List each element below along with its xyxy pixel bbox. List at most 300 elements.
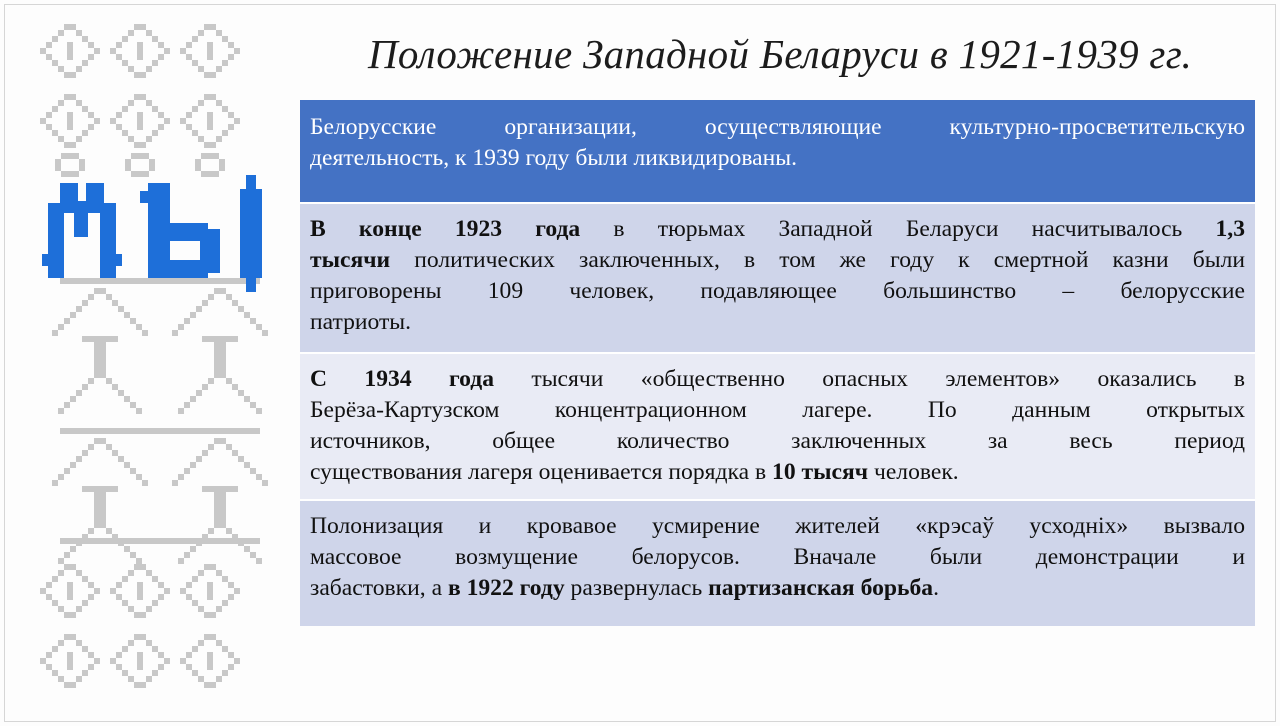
ornament-cell	[146, 66, 152, 72]
emphasis: 1,3	[1215, 216, 1245, 242]
ornament-cell	[234, 658, 240, 664]
ornament-cell	[216, 606, 222, 612]
ornament-cell	[220, 288, 226, 294]
ornament-cell	[82, 36, 88, 42]
ornament-cell	[216, 100, 222, 106]
ornament-cell	[190, 312, 196, 318]
ornament-cell	[70, 72, 76, 78]
ornament-cell	[222, 576, 228, 582]
ornament-cell	[58, 676, 64, 682]
ornament-cell	[46, 594, 52, 600]
ornament-cell	[124, 462, 130, 468]
ornament-cell	[216, 570, 222, 576]
ornament-cell	[67, 652, 73, 658]
ornament-cell	[130, 552, 136, 558]
ornament-cell	[58, 408, 64, 414]
ornament-cell	[140, 24, 146, 30]
ornament-cell	[208, 378, 214, 384]
ornament-cell	[70, 634, 76, 640]
ornament-cell	[146, 640, 152, 646]
ornament-cell	[46, 582, 52, 588]
ornament-cell	[82, 130, 88, 136]
ornament-cell	[232, 300, 238, 306]
ornament-cell	[52, 60, 58, 66]
ornament-cell	[52, 330, 58, 336]
ornament-cell	[88, 444, 94, 450]
ornament-cell	[210, 634, 216, 640]
text-line: Полонизация и кровавое усмирение жителей «крэсаў усходнiх» вызвало	[310, 513, 1245, 539]
ornament-cell	[76, 136, 82, 142]
ornament-cell	[70, 396, 76, 402]
text: в тюрьмах Западной Беларуси насчитывалось	[580, 216, 1216, 242]
ornament-cell	[137, 588, 143, 594]
ornament-cell	[232, 384, 238, 390]
ornament-cell	[222, 60, 228, 66]
ornament-cell	[216, 676, 222, 682]
ornament-cell	[137, 652, 143, 658]
table-row	[300, 499, 1255, 626]
ornament-cell	[82, 646, 88, 652]
ornament-cell	[60, 538, 260, 544]
ornament-cell	[140, 564, 146, 570]
ornament-cell	[208, 528, 214, 534]
ornament-cell	[76, 456, 82, 462]
ornament-cell	[140, 612, 146, 618]
ornament-cell	[82, 600, 88, 606]
ornament-cell	[202, 450, 208, 456]
ornament-cell	[64, 564, 70, 570]
ornament-cell	[40, 48, 46, 54]
ornament-cell	[58, 136, 64, 142]
text: человек.	[868, 459, 959, 485]
ornament-cell	[128, 606, 134, 612]
ornament-cell	[216, 136, 222, 142]
ornament-cell	[94, 342, 106, 378]
ornament-cell	[82, 106, 88, 112]
text-line: приговорены 109 человек, подавляющее большинство – белорусские	[310, 278, 1245, 304]
ornament-pattern	[40, 8, 280, 720]
ornament-cell	[219, 159, 225, 171]
ornament-cell	[131, 171, 149, 177]
ornament-cell	[207, 42, 213, 48]
ornament-cell	[186, 582, 192, 588]
ornament-cell	[207, 54, 213, 60]
ornament-cell	[184, 402, 190, 408]
ornament-letter	[42, 254, 54, 266]
ornament-cell	[256, 558, 262, 564]
ornament-cell	[244, 312, 250, 318]
ornament-cell	[204, 612, 210, 618]
ornament-cell	[137, 54, 143, 60]
ornament-cell	[186, 652, 192, 658]
ornament-cell	[64, 682, 70, 688]
ornament-cell	[67, 48, 73, 54]
ornament-cell	[137, 124, 143, 130]
text: политических заключенных, в том же году к смертной казни были	[390, 247, 1245, 273]
ornament-cell	[152, 60, 158, 66]
ornament-cell	[94, 438, 100, 444]
ornament-cell	[216, 640, 222, 646]
ornament-cell	[196, 456, 202, 462]
ornament-cell	[40, 118, 46, 124]
ornament-cell	[204, 142, 210, 148]
ornament-cell	[60, 278, 260, 284]
ornament-cell	[232, 450, 238, 456]
ornament-cell	[214, 288, 220, 294]
ornament-cell	[192, 670, 198, 676]
ornament-cell	[190, 546, 196, 552]
ornament-cell	[52, 106, 58, 112]
ornament-cell	[70, 142, 76, 148]
ornament-letter	[110, 254, 122, 266]
ornament-cell	[122, 106, 128, 112]
ornament-cell	[58, 640, 64, 646]
ornament-cell	[158, 594, 164, 600]
ornament-letter	[100, 203, 116, 278]
ornament-cell	[146, 676, 152, 682]
ornament-cell	[124, 312, 130, 318]
ornament-cell	[256, 324, 262, 330]
ornament-cell	[196, 306, 202, 312]
ornament-cell	[195, 159, 201, 171]
ornament-cell	[64, 552, 70, 558]
ornament-cell	[58, 30, 64, 36]
ornament-cell	[198, 606, 204, 612]
ornament-cell	[67, 54, 73, 60]
ornament-cell	[136, 558, 142, 564]
ornament-cell	[152, 106, 158, 112]
ornament-cell	[40, 658, 46, 664]
text-line: деятельность, к 1939 году были ликвидированы.	[310, 145, 798, 171]
ornament-cell	[186, 42, 192, 48]
ornament-cell	[118, 306, 124, 312]
ornament-cell	[128, 676, 134, 682]
ornament-cell	[70, 462, 76, 468]
ornament-cell	[110, 588, 116, 594]
ornament-cell	[61, 153, 79, 159]
ornament-cell	[76, 66, 82, 72]
ornament-cell	[46, 54, 52, 60]
emphasis: тысячи	[310, 247, 391, 273]
ornament-cell	[61, 171, 79, 177]
ornament-cell	[202, 336, 238, 342]
ornament-cell	[202, 384, 208, 390]
ornament-cell	[82, 300, 88, 306]
ornament-cell	[88, 124, 94, 130]
ornament-cell	[46, 652, 52, 658]
ornament-cell	[222, 106, 228, 112]
text: забастовки, а	[310, 575, 448, 601]
ornament-cell	[140, 634, 146, 640]
ornament-cell	[122, 670, 128, 676]
ornament-cell	[214, 492, 226, 528]
ornament-cell	[64, 612, 70, 618]
ornament-cell	[137, 112, 143, 118]
ornament-cell	[106, 528, 112, 534]
ornament-cell	[82, 384, 88, 390]
ornament-cell	[116, 112, 122, 118]
ornament-cell	[207, 658, 213, 664]
ornament-cell	[100, 288, 106, 294]
ornament-cell	[196, 390, 202, 396]
ornament-cell	[204, 72, 210, 78]
ornament-cell	[207, 652, 213, 658]
ornament-cell	[228, 124, 234, 130]
ornament-cell	[137, 594, 143, 600]
ornament-cell	[122, 60, 128, 66]
ornament-cell	[122, 130, 128, 136]
ornament-cell	[94, 118, 100, 124]
ornament-cell	[184, 318, 190, 324]
ornament-cell	[214, 342, 226, 378]
ornament-cell	[186, 112, 192, 118]
ornament-cell	[172, 330, 178, 336]
ornament-cell	[110, 658, 116, 664]
ornament-cell	[124, 396, 130, 402]
ornament-cell	[82, 486, 118, 492]
ornament-cell	[149, 159, 155, 171]
ornament-cell	[137, 42, 143, 48]
emphasis: в 1922 году	[447, 575, 565, 601]
ornament-cell	[204, 682, 210, 688]
ornament-cell	[244, 462, 250, 468]
ornament-cell	[146, 136, 152, 142]
ornament-cell	[208, 444, 214, 450]
ornament-cell	[82, 450, 88, 456]
ornament-cell	[198, 570, 204, 576]
ornament-cell	[134, 564, 140, 570]
ornament-cell	[152, 576, 158, 582]
ornament-cell	[112, 450, 118, 456]
ornament-cell	[204, 564, 210, 570]
ornament-cell	[186, 124, 192, 130]
ornament-cell	[238, 456, 244, 462]
ornament-cell	[190, 396, 196, 402]
ornament-cell	[58, 474, 64, 480]
ornament-cell	[198, 640, 204, 646]
ornament-cell	[180, 48, 186, 54]
ornament-cell	[204, 24, 210, 30]
emphasis: партизанская борьба	[708, 575, 934, 601]
ornament-cell	[146, 100, 152, 106]
ornament-cell	[192, 646, 198, 652]
ornament-cell	[158, 112, 164, 118]
ornament-cell	[106, 444, 112, 450]
ornament-cell	[116, 652, 122, 658]
ornament-cell	[82, 670, 88, 676]
ornament-cell	[122, 576, 128, 582]
ornament-cell	[180, 588, 186, 594]
ornament-cell	[158, 582, 164, 588]
ornament-cell	[256, 408, 262, 414]
ornament-cell	[137, 658, 143, 664]
ornament-cell	[128, 640, 134, 646]
ornament-cell	[210, 72, 216, 78]
ornament-cell	[76, 606, 82, 612]
ornament-cell	[228, 112, 234, 118]
ornament-cell	[55, 159, 61, 171]
ornament-cell	[58, 558, 64, 564]
ornament-cell	[234, 588, 240, 594]
ornament-cell	[134, 72, 140, 78]
ornament-cell	[128, 100, 134, 106]
text: .	[933, 575, 939, 601]
ornament-cell	[67, 664, 73, 670]
ornament-cell	[134, 634, 140, 640]
ornament-cell	[158, 664, 164, 670]
ornament-cell	[70, 312, 76, 318]
ornament-cell	[142, 330, 148, 336]
emphasis: 10 тысяч	[772, 459, 869, 485]
ornament-cell	[134, 612, 140, 618]
text: тысячи «общественно опасных элементов» оказались в	[494, 366, 1245, 392]
ornament-cell	[198, 100, 204, 106]
ornament-cell	[140, 682, 146, 688]
ornament-cell	[116, 664, 122, 670]
ornament-cell	[82, 336, 118, 342]
ornament-cell	[201, 171, 219, 177]
ornament-cell	[116, 124, 122, 130]
text-line	[310, 573, 1245, 604]
ornament-cell	[178, 474, 184, 480]
ornament-letter	[74, 201, 88, 237]
ornament-cell	[250, 468, 256, 474]
ornament-cell	[76, 390, 82, 396]
ornament-cell	[64, 468, 70, 474]
ornament-cell	[88, 294, 94, 300]
ornament-cell	[67, 658, 73, 664]
ornament-cell	[178, 558, 184, 564]
ornament-cell	[124, 546, 130, 552]
ornament-cell	[226, 444, 232, 450]
ornament-cell	[134, 94, 140, 100]
ornament-cell	[52, 670, 58, 676]
ornament-cell	[186, 594, 192, 600]
ornament-cell	[106, 378, 112, 384]
ornament-cell	[79, 159, 85, 171]
ornament-cell	[134, 24, 140, 30]
ornament-letter	[240, 189, 262, 278]
content-table	[300, 100, 1255, 626]
ornament-cell	[128, 570, 134, 576]
ornament-cell	[226, 528, 232, 534]
ornament-cell	[228, 652, 234, 658]
ornament-cell	[67, 118, 73, 124]
ornament-cell	[58, 100, 64, 106]
ornament-cell	[152, 670, 158, 676]
ornament-cell	[110, 48, 116, 54]
table-row-header	[300, 100, 1255, 202]
ornament-cell	[210, 564, 216, 570]
emphasis: С 1934 года	[310, 366, 494, 392]
ornament-cell	[122, 36, 128, 42]
ornament-cell	[70, 94, 76, 100]
ornament-cell	[158, 42, 164, 48]
ornament-cell	[207, 582, 213, 588]
ornament-cell	[52, 480, 58, 486]
ornament-cell	[164, 48, 170, 54]
ornament-cell	[146, 30, 152, 36]
ornament-cell	[70, 564, 76, 570]
ornament-cell	[262, 480, 268, 486]
ornament-cell	[146, 606, 152, 612]
ornament-cell	[192, 576, 198, 582]
ornament-cell	[76, 640, 82, 646]
ornament-cell	[180, 118, 186, 124]
ornament-cell	[210, 142, 216, 148]
ornament-cell	[202, 300, 208, 306]
ornament-cell	[186, 54, 192, 60]
ornament-cell	[210, 682, 216, 688]
ornament-cell	[244, 396, 250, 402]
ornament-cell	[70, 24, 76, 30]
ornament-cell	[140, 142, 146, 148]
text: существования лагеря оценивается порядка в	[310, 459, 773, 485]
ornament-cell	[226, 294, 232, 300]
ornament-cell	[207, 48, 213, 54]
text-line: источников, общее количество заключенных за весь период	[310, 428, 1245, 454]
ornament-cell	[192, 36, 198, 42]
ornament-cell	[94, 288, 100, 294]
ornament-cell	[244, 546, 250, 552]
text-line: Берёза-Картузском концентрационном лагере. По данным открытых	[310, 397, 1245, 423]
ornament-cell	[198, 66, 204, 72]
ornament-cell	[76, 676, 82, 682]
ornament-cell	[164, 118, 170, 124]
ornament-cell	[88, 594, 94, 600]
ornament-cell	[140, 72, 146, 78]
ornament-cell	[152, 646, 158, 652]
ornament-cell	[158, 54, 164, 60]
ornament-cell	[250, 318, 256, 324]
ornament-cell	[100, 438, 106, 444]
ornament-cell	[125, 159, 131, 171]
ornament-cell	[88, 378, 94, 384]
ornament-cell	[186, 664, 192, 670]
ornament-cell	[130, 468, 136, 474]
ornament-cell	[192, 60, 198, 66]
ornament-cell	[226, 378, 232, 384]
ornament-cell	[88, 112, 94, 118]
ornament-cell	[82, 60, 88, 66]
ornament-cell	[122, 600, 128, 606]
ornament-cell	[172, 480, 178, 486]
ornament-letter	[48, 203, 64, 278]
ornament-cell	[137, 118, 143, 124]
ornament-cell	[76, 570, 82, 576]
ornament-cell	[228, 54, 234, 60]
text-line: Белорусские организации, осуществляющие культурно-просветительскую	[310, 114, 1245, 140]
ornament-cell	[128, 136, 134, 142]
ornament-letter	[246, 278, 256, 292]
ornament-cell	[58, 66, 64, 72]
ornament-cell	[94, 48, 100, 54]
ornament-cell	[128, 30, 134, 36]
ornament-cell	[207, 124, 213, 130]
ornament-cell	[222, 36, 228, 42]
ornament-cell	[178, 324, 184, 330]
ornament-cell	[210, 94, 216, 100]
slide-title: Положение Западной Беларуси в 1921-1939 гг.	[367, 31, 1193, 77]
ornament-cell	[137, 48, 143, 54]
ornament-cell	[64, 318, 70, 324]
ornament-cell	[52, 646, 58, 652]
ornament-cell	[88, 582, 94, 588]
ornament-cell	[164, 588, 170, 594]
ornament-cell	[58, 570, 64, 576]
ornament-cell	[192, 106, 198, 112]
ornament-cell	[67, 588, 73, 594]
